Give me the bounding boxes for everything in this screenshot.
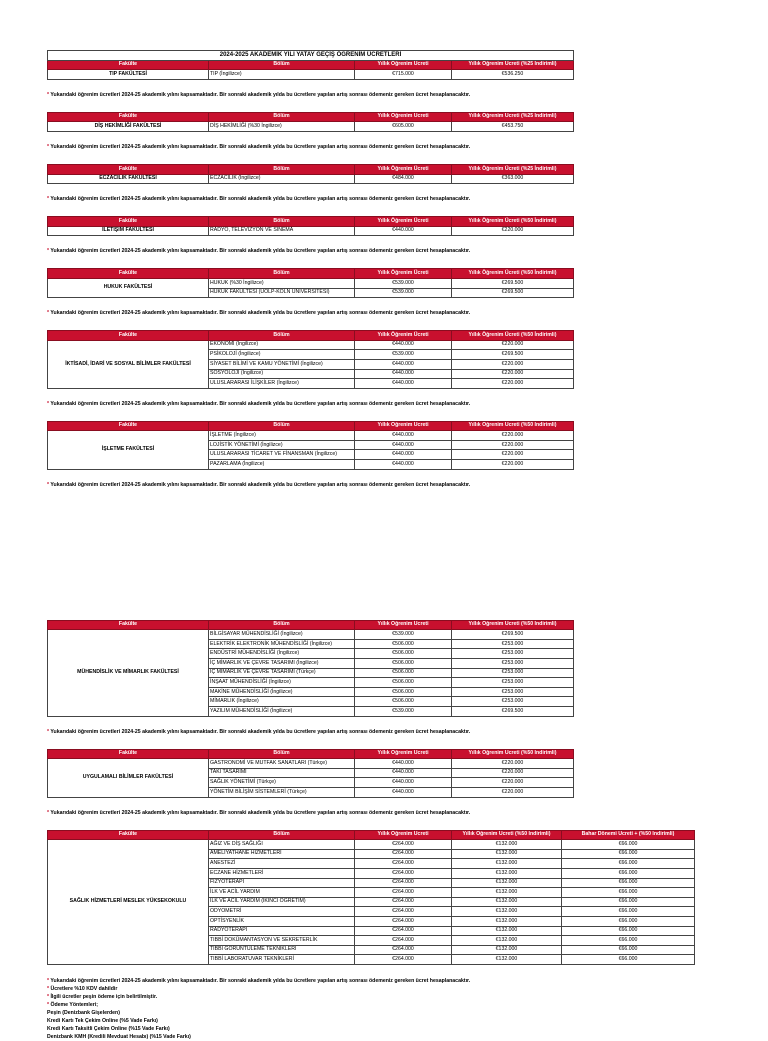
program-name: PAZARLAMA (İngilizce) bbox=[209, 460, 355, 470]
annual-fee: €264.000 bbox=[355, 955, 452, 965]
program-name: HUKUK (%30 İngilizce) bbox=[209, 278, 355, 288]
faculty-name: HUKUK FAKÜLTESİ bbox=[48, 278, 209, 297]
annual-fee: €539.000 bbox=[355, 278, 452, 288]
discounted-fee: €132.000 bbox=[452, 916, 562, 926]
header-faculty: Fakülte bbox=[48, 112, 209, 122]
header-program: Bölüm bbox=[209, 830, 355, 840]
header-row bbox=[48, 269, 574, 279]
note-text: Yukarıdaki öğrenim ücretleri 2024-25 akademik yılını kapsamaktadır. Bir sonraki akademik yılda bu ücretlere yapılan artış sonrası ödemeniz gereken ücret hesaplanacaktır. bbox=[50, 310, 471, 317]
header-discounted-fee: Yıllık Öğrenim Ücreti (%50 İndirimli) bbox=[452, 269, 574, 279]
header-discounted-fee: Yıllık Öğrenim Ücreti (%50 İndirimli) bbox=[452, 217, 574, 227]
faculty-name: DİŞ HEKİMLİĞİ FAKÜLTESİ bbox=[48, 122, 209, 132]
header-annual-fee: Yıllık Öğrenim Ücreti bbox=[355, 217, 452, 227]
annual-fee: €539.000 bbox=[355, 350, 452, 360]
header-row bbox=[48, 830, 695, 840]
spacer bbox=[47, 150, 573, 164]
annual-fee: €440.000 bbox=[355, 359, 452, 369]
header-program: Bölüm bbox=[209, 331, 355, 341]
program-name: TIBBİ GÖRÜNTÜLEME TEKNİKLERİ bbox=[209, 945, 355, 955]
annual-fee: €440.000 bbox=[355, 440, 452, 450]
discounted-fee: €453.750 bbox=[452, 122, 574, 132]
annual-fee: €506.000 bbox=[355, 639, 452, 649]
table-row bbox=[48, 226, 574, 236]
annual-fee: €264.000 bbox=[355, 849, 452, 859]
program-name: MİMARLIK (İngilizce) bbox=[209, 697, 355, 707]
header-faculty: Fakülte bbox=[48, 164, 209, 174]
discounted-fee: €220.000 bbox=[452, 226, 574, 236]
annual-fee: €539.000 bbox=[355, 288, 452, 298]
spacer bbox=[47, 735, 573, 749]
discounted-fee: €132.000 bbox=[452, 936, 562, 946]
discounted-fee: €132.000 bbox=[452, 888, 562, 898]
table-row bbox=[48, 340, 574, 350]
spring-fee: €66.000 bbox=[562, 955, 695, 965]
footer-note bbox=[47, 985, 573, 993]
spacer bbox=[47, 717, 573, 729]
spring-fee: €66.000 bbox=[562, 840, 695, 850]
faculty-name: MÜHENDİSLİK VE MİMARLIK FAKÜLTESİ bbox=[48, 630, 209, 716]
annual-fee: €539.000 bbox=[355, 707, 452, 717]
spring-fee: €66.000 bbox=[562, 916, 695, 926]
discounted-fee: €253.000 bbox=[452, 649, 574, 659]
fee-table bbox=[47, 749, 574, 798]
annual-fee: €506.000 bbox=[355, 659, 452, 669]
spacer bbox=[47, 132, 573, 144]
table-row bbox=[48, 278, 574, 288]
table-row bbox=[48, 70, 574, 80]
program-name: TIBBİ DOKÜMANTASYON VE SEKRETERLİK bbox=[209, 936, 355, 946]
header-program: Bölüm bbox=[209, 60, 355, 70]
header-annual-fee: Yıllık Öğrenim Ücreti bbox=[355, 620, 452, 630]
fee-table bbox=[47, 50, 574, 80]
discounted-fee: €253.000 bbox=[452, 668, 574, 678]
header-discounted-fee: Yıllık Öğrenim Ücreti (%25 İndirimli) bbox=[452, 112, 574, 122]
asterisk-marker: * bbox=[47, 977, 51, 984]
program-name: İNŞAAT MÜHENDİSLİĞİ (İngilizce) bbox=[209, 678, 355, 688]
annual-fee: €506.000 bbox=[355, 668, 452, 678]
annual-fee: €440.000 bbox=[355, 778, 452, 788]
spacer bbox=[47, 184, 573, 196]
header-discounted-fee: Yıllık Öğrenim Ücreti (%50 İndirimli) bbox=[452, 620, 574, 630]
footer-note-text: Kredi Kartı Taksitli Çekim Online (%15 Vade Farkı) bbox=[47, 1026, 170, 1033]
discounted-fee: €269.500 bbox=[452, 707, 574, 717]
program-name: ODYOMETRİ bbox=[209, 907, 355, 917]
program-name: YAZILIM MÜHENDİSLİĞİ (İngilizce) bbox=[209, 707, 355, 717]
header-program: Bölüm bbox=[209, 269, 355, 279]
faculty-name: UYGULAMALI BİLİMLER FAKÜLTESİ bbox=[48, 759, 209, 797]
program-name: FİZYOTERAPİ bbox=[209, 878, 355, 888]
header-faculty: Fakülte bbox=[48, 269, 209, 279]
discounted-fee: €269.500 bbox=[452, 288, 574, 298]
discounted-fee: €536.250 bbox=[452, 70, 574, 80]
spacer bbox=[47, 254, 573, 268]
annual-fee: €506.000 bbox=[355, 697, 452, 707]
discounted-fee: €220.000 bbox=[452, 768, 574, 778]
header-program: Bölüm bbox=[209, 620, 355, 630]
program-name: İÇ MİMARLIK VE ÇEVRE TASARIMI (İngilizce) bbox=[209, 659, 355, 669]
header-row bbox=[48, 217, 574, 227]
discounted-fee: €269.500 bbox=[452, 350, 574, 360]
table-row bbox=[48, 122, 574, 132]
note-text: Yukarıdaki öğrenim ücretleri 2024-25 akademik yılını kapsamaktadır. Bir sonraki akademik yılda bu ücretlere yapılan artış sonrası ödemeniz gereken ücret hesaplanacaktır. bbox=[50, 91, 471, 98]
annual-fee: €264.000 bbox=[355, 878, 452, 888]
program-name: TIBBİ LABORATUVAR TEKNİKLERİ bbox=[209, 955, 355, 965]
program-name: TIP (İngilizce) bbox=[209, 70, 355, 80]
discounted-fee: €132.000 bbox=[452, 907, 562, 917]
spring-fee: €66.000 bbox=[562, 936, 695, 946]
discounted-fee: €253.000 bbox=[452, 687, 574, 697]
asterisk-marker: * bbox=[47, 481, 51, 488]
table-row bbox=[48, 174, 574, 184]
annual-fee: €440.000 bbox=[355, 759, 452, 769]
spacer bbox=[47, 298, 573, 310]
annual-fee: €264.000 bbox=[355, 859, 452, 869]
annual-fee: €440.000 bbox=[355, 379, 452, 389]
spacer bbox=[47, 488, 573, 502]
discounted-fee: €220.000 bbox=[452, 431, 574, 441]
title-row bbox=[48, 51, 574, 61]
program-name: İÇ MİMARLIK VE ÇEVRE TASARIMI (Türkçe) bbox=[209, 668, 355, 678]
header-row bbox=[48, 749, 574, 759]
header-annual-fee: Yıllık Öğrenim Ücreti bbox=[355, 269, 452, 279]
spring-fee: €66.000 bbox=[562, 907, 695, 917]
header-discounted-fee: Yıllık Öğrenim Ücreti (%50 İndirimli) bbox=[452, 421, 574, 431]
spring-fee: €66.000 bbox=[562, 945, 695, 955]
asterisk-marker: * bbox=[47, 91, 51, 98]
faculty-name: ECZACILIK FAKÜLTESİ bbox=[48, 174, 209, 184]
annual-fee: €440.000 bbox=[355, 431, 452, 441]
annual-fee: €264.000 bbox=[355, 888, 452, 898]
annual-fee: €440.000 bbox=[355, 340, 452, 350]
footer-note-text: Ücretlere %10 KDV dahildir bbox=[50, 985, 118, 992]
program-name: ANESTEZİ bbox=[209, 859, 355, 869]
faculty-name: İKTİSADİ, İDARİ VE SOSYAL BİLİMLER FAKÜLTESİ bbox=[48, 340, 209, 388]
note-text: Yukarıdaki öğrenim ücretleri 2024-25 akademik yılını kapsamaktadır. Bir sonraki akademik yılda bu ücretlere yapılan artış sonrası ödemeniz gereken ücret hesaplanacaktır. bbox=[50, 728, 471, 735]
discounted-fee: €132.000 bbox=[452, 868, 562, 878]
annual-fee: €440.000 bbox=[355, 460, 452, 470]
footer-note-text: Yukarıdaki öğrenim ücretleri 2024-25 akademik yılını kapsamaktadır. Bir sonraki akademik yılda bu ücretlere yapılan artış sonrası ödemeniz gereken ücret hesaplanacaktır. bbox=[50, 977, 471, 984]
discounted-fee: €132.000 bbox=[452, 945, 562, 955]
header-discounted-fee: Yıllık Öğrenim Ücreti (%25 İndirimli) bbox=[452, 164, 574, 174]
program-name: MAKİNE MÜHENDİSLİĞİ (İngilizce) bbox=[209, 687, 355, 697]
spring-fee: €66.000 bbox=[562, 888, 695, 898]
spring-fee: €66.000 bbox=[562, 926, 695, 936]
spacer bbox=[47, 98, 573, 112]
annual-fee: €440.000 bbox=[355, 787, 452, 797]
program-name: OPTİSYENLİK bbox=[209, 916, 355, 926]
asterisk-marker: * bbox=[47, 985, 51, 992]
spring-fee: €66.000 bbox=[562, 897, 695, 907]
table-row bbox=[48, 630, 574, 640]
discounted-fee: €220.000 bbox=[452, 460, 574, 470]
header-annual-fee: Yıllık Öğrenim Ücreti bbox=[355, 164, 452, 174]
discounted-fee: €220.000 bbox=[452, 759, 574, 769]
asterisk-marker: * bbox=[47, 728, 51, 735]
asterisk-marker: * bbox=[47, 1002, 51, 1009]
program-name: ULUSLARARASI TİCARET VE FİNANSMAN (İngilizce) bbox=[209, 450, 355, 460]
discounted-fee: €132.000 bbox=[452, 926, 562, 936]
footer-notes bbox=[47, 977, 573, 1041]
asterisk-marker: * bbox=[47, 809, 51, 816]
program-name: LOJİSTİK YÖNETİMİ (İngilizce) bbox=[209, 440, 355, 450]
note-text: Yukarıdaki öğrenim ücretleri 2024-25 akademik yılını kapsamaktadır. Bir sonraki akademik yılda bu ücretlere yapılan artış sonrası ödemeniz gereken ücret hesaplanacaktır. bbox=[50, 143, 471, 150]
annual-fee: €506.000 bbox=[355, 678, 452, 688]
annual-fee: €264.000 bbox=[355, 945, 452, 955]
asterisk-marker: * bbox=[47, 994, 51, 1000]
program-name: ELEKTRİK ELEKTRONİK MÜHENDİSLİĞİ (İngilizce) bbox=[209, 639, 355, 649]
discounted-fee: €220.000 bbox=[452, 450, 574, 460]
annual-fee: €264.000 bbox=[355, 936, 452, 946]
table-row bbox=[48, 431, 574, 441]
header-discounted-fee: Yıllık Öğrenim Ücreti (%50 İndirimli) bbox=[452, 331, 574, 341]
discounted-fee: €220.000 bbox=[452, 379, 574, 389]
faculty-name: İLETİŞİM FAKÜLTESİ bbox=[48, 226, 209, 236]
fee-table bbox=[47, 620, 574, 717]
program-name: RADYOTERAPİ bbox=[209, 926, 355, 936]
header-row bbox=[48, 331, 574, 341]
footer-note bbox=[47, 993, 573, 1001]
footer-note-text: İlgili ücretler peşin ödeme için belirtilmiştir. bbox=[50, 994, 158, 1000]
header-annual-fee: Yıllık Öğrenim Ücreti bbox=[355, 112, 452, 122]
asterisk-marker: * bbox=[47, 310, 51, 317]
note-text: Yukarıdaki öğrenim ücretleri 2024-25 akademik yılını kapsamaktadır. Bir sonraki akademik yılda bu ücretlere yapılan artış sonrası ödemeniz gereken ücret hesaplanacaktır. bbox=[50, 248, 471, 255]
header-annual-fee: Yıllık Öğrenim Ücreti bbox=[355, 749, 452, 759]
discounted-fee: €220.000 bbox=[452, 778, 574, 788]
program-name: SAĞLIK YÖNETİMİ (Türkçe) bbox=[209, 778, 355, 788]
annual-fee: €506.000 bbox=[355, 649, 452, 659]
fee-table bbox=[47, 330, 574, 389]
spacer bbox=[47, 202, 573, 216]
footer-note bbox=[47, 1009, 573, 1017]
footer-note bbox=[47, 1033, 573, 1041]
spacer bbox=[47, 407, 573, 421]
header-row bbox=[48, 164, 574, 174]
program-name: TAKI TASARIMI bbox=[209, 768, 355, 778]
fee-document bbox=[47, 50, 675, 1041]
note-text: Yukarıdaki öğrenim ücretleri 2024-25 akademik yılını kapsamaktadır. Bir sonraki akademik yılda bu ücretlere yapılan artış sonrası ödemeniz gereken ücret hesaplanacaktır. bbox=[50, 481, 471, 488]
page-gap bbox=[47, 502, 573, 620]
spring-fee: €66.000 bbox=[562, 878, 695, 888]
header-annual-fee: Yıllık Öğrenim Ücreti bbox=[355, 331, 452, 341]
footer-note bbox=[47, 1025, 573, 1033]
spring-fee: €66.000 bbox=[562, 859, 695, 869]
discounted-fee: €220.000 bbox=[452, 369, 574, 379]
note-text: Yukarıdaki öğrenim ücretleri 2024-25 akademik yılını kapsamaktadır. Bir sonraki akademik yılda bu ücretlere yapılan artış sonrası ödemeniz gereken ücret hesaplanacaktır. bbox=[50, 809, 471, 816]
table-row bbox=[48, 840, 695, 850]
annual-fee: €440.000 bbox=[355, 768, 452, 778]
program-name: AMELİYATHANE HİZMETLERİ bbox=[209, 849, 355, 859]
annual-fee: €264.000 bbox=[355, 897, 452, 907]
header-annual-fee: Yıllık Öğrenim Ücreti bbox=[355, 421, 452, 431]
note-text: Yukarıdaki öğrenim ücretleri 2024-25 akademik yılını kapsamaktadır. Bir sonraki akademik yılda bu ücretlere yapılan artış sonrası ödemeniz gereken ücret hesaplanacaktır. bbox=[50, 196, 471, 203]
program-name: İŞLETME (İngilizce) bbox=[209, 431, 355, 441]
header-row bbox=[48, 421, 574, 431]
footer-note bbox=[47, 977, 573, 985]
program-name: İLK VE ACİL YARDIM (İKİNCİ ÖĞRETİM) bbox=[209, 897, 355, 907]
header-program: Bölüm bbox=[209, 217, 355, 227]
annual-fee: €539.000 bbox=[355, 630, 452, 640]
footer-note bbox=[47, 1017, 573, 1025]
footer-note-text: Kredi Kartı Tek Çekim Online (%5 Vade Farkı) bbox=[47, 1018, 158, 1025]
asterisk-marker: * bbox=[47, 400, 51, 407]
program-name: EKONOMİ (İngilizce) bbox=[209, 340, 355, 350]
program-name: AĞIZ VE DİŞ SAĞLIĞI bbox=[209, 840, 355, 850]
header-faculty: Fakülte bbox=[48, 620, 209, 630]
header-program: Bölüm bbox=[209, 164, 355, 174]
annual-fee: €264.000 bbox=[355, 840, 452, 850]
header-program: Bölüm bbox=[209, 112, 355, 122]
header-faculty: Fakülte bbox=[48, 331, 209, 341]
fee-table bbox=[47, 268, 574, 298]
discounted-fee: €220.000 bbox=[452, 787, 574, 797]
spacer bbox=[47, 316, 573, 330]
faculty-name: SAĞLIK HİZMETLERİ MESLEK YÜKSEKOKULU bbox=[48, 840, 209, 965]
annual-fee: €264.000 bbox=[355, 916, 452, 926]
faculty-name: İŞLETME FAKÜLTESİ bbox=[48, 431, 209, 469]
discounted-fee: €132.000 bbox=[452, 859, 562, 869]
asterisk-marker: * bbox=[47, 248, 51, 255]
header-faculty: Fakülte bbox=[48, 421, 209, 431]
program-name: SİYASET BİLİMİ VE KAMU YÖNETİMİ (İngilizce) bbox=[209, 359, 355, 369]
discounted-fee: €269.500 bbox=[452, 278, 574, 288]
header-faculty: Fakülte bbox=[48, 749, 209, 759]
discounted-fee: €132.000 bbox=[452, 955, 562, 965]
program-name: RADYO, TELEVİZYON VE SİNEMA bbox=[209, 226, 355, 236]
fee-table bbox=[47, 830, 695, 965]
annual-fee: €440.000 bbox=[355, 450, 452, 460]
document-title: 2024-2025 AKADEMİK YILI YATAY GEÇİŞ ÖĞRENİM ÜCRETLERİ bbox=[48, 51, 574, 61]
note-text: Yukarıdaki öğrenim ücretleri 2024-25 akademik yılını kapsamaktadır. Bir sonraki akademik yılda bu ücretlere yapılan artış sonrası ödemeniz gereken ücret hesaplanacaktır. bbox=[50, 400, 471, 407]
spacer bbox=[47, 965, 573, 977]
program-name: SOSYOLOJİ (İngilizce) bbox=[209, 369, 355, 379]
program-name: YÖNETİM BİLİŞİM SİSTEMLERİ (Türkçe) bbox=[209, 787, 355, 797]
header-row bbox=[48, 620, 574, 630]
header-program: Bölüm bbox=[209, 749, 355, 759]
fee-table bbox=[47, 112, 574, 132]
discounted-fee: €220.000 bbox=[452, 359, 574, 369]
annual-fee: €264.000 bbox=[355, 868, 452, 878]
annual-fee: €605.000 bbox=[355, 122, 452, 132]
discounted-fee: €269.500 bbox=[452, 630, 574, 640]
footer-note-text: Peşin (Denizbank Gişelerden) bbox=[47, 1010, 120, 1017]
spacer bbox=[47, 816, 573, 830]
annual-fee: €440.000 bbox=[355, 369, 452, 379]
header-program: Bölüm bbox=[209, 421, 355, 431]
discounted-fee: €220.000 bbox=[452, 340, 574, 350]
discounted-fee: €253.000 bbox=[452, 697, 574, 707]
program-name: ENDÜSTRİ MÜHENDİSLİĞİ (İngilizce) bbox=[209, 649, 355, 659]
footer-note-text: Ödeme Yöntemleri; bbox=[50, 1002, 98, 1009]
spacer bbox=[47, 236, 573, 248]
fee-table bbox=[47, 216, 574, 236]
fee-table bbox=[47, 421, 574, 470]
discounted-fee: €132.000 bbox=[452, 897, 562, 907]
fee-table bbox=[47, 164, 574, 184]
annual-fee: €264.000 bbox=[355, 907, 452, 917]
header-annual-fee: Yıllık Öğrenim Ücreti bbox=[355, 60, 452, 70]
header-row bbox=[48, 112, 574, 122]
spacer bbox=[47, 389, 573, 401]
header-spring-fee: Bahar Dönemi Ücreti + (%50 İndirimli) bbox=[562, 830, 695, 840]
program-name: BİLGİSAYAR MÜHENDİSLİĞİ (İngilizce) bbox=[209, 630, 355, 640]
program-name: PSİKOLOJİ (İngilizce) bbox=[209, 350, 355, 360]
header-faculty: Fakülte bbox=[48, 60, 209, 70]
discounted-fee: €132.000 bbox=[452, 840, 562, 850]
spring-fee: €66.000 bbox=[562, 868, 695, 878]
footer-note bbox=[47, 1001, 573, 1009]
program-name: DİŞ HEKİMLİĞİ (%30 İngilizce) bbox=[209, 122, 355, 132]
annual-fee: €264.000 bbox=[355, 926, 452, 936]
asterisk-marker: * bbox=[47, 143, 51, 150]
program-name: ULUSLARARASI İLİŞKİLER (İngilizce) bbox=[209, 379, 355, 389]
discounted-fee: €132.000 bbox=[452, 849, 562, 859]
program-name: ECZANE HİZMETLERİ bbox=[209, 868, 355, 878]
spacer bbox=[47, 798, 573, 810]
header-faculty: Fakülte bbox=[48, 217, 209, 227]
header-discounted-fee: Yıllık Öğrenim Ücreti (%50 İndirimli) bbox=[452, 749, 574, 759]
faculty-name: TIP FAKÜLTESİ bbox=[48, 70, 209, 80]
table-row bbox=[48, 759, 574, 769]
discounted-fee: €363.000 bbox=[452, 174, 574, 184]
program-name: İLK VE ACİL YARDIM bbox=[209, 888, 355, 898]
program-name: GASTRONOMİ VE MUTFAK SANATLARI (Türkçe) bbox=[209, 759, 355, 769]
annual-fee: €506.000 bbox=[355, 687, 452, 697]
asterisk-marker: * bbox=[47, 196, 51, 203]
header-annual-fee: Yıllık Öğrenim Ücreti bbox=[355, 830, 452, 840]
discounted-fee: €220.000 bbox=[452, 440, 574, 450]
discounted-fee: €253.000 bbox=[452, 659, 574, 669]
annual-fee: €440.000 bbox=[355, 226, 452, 236]
header-row bbox=[48, 60, 574, 70]
header-discounted-fee: Yıllık Öğrenim Ücreti (%25 İndirimli) bbox=[452, 60, 574, 70]
footer-note-text: Denizbank KMH (Kredili Mevduat Hesabı) (%15 Vade Farkı) bbox=[47, 1034, 191, 1041]
spacer bbox=[47, 80, 573, 92]
spacer bbox=[47, 470, 573, 482]
spring-fee: €66.000 bbox=[562, 849, 695, 859]
header-discounted-fee: Yıllık Öğrenim Ücreti (%50 İndirimli) bbox=[452, 830, 562, 840]
program-name: HUKUK FAKÜLTESİ (UOLP-KÖLN ÜNİVERSİTESİ) bbox=[209, 288, 355, 298]
annual-fee: €484.000 bbox=[355, 174, 452, 184]
discounted-fee: €253.000 bbox=[452, 639, 574, 649]
program-name: ECZACILIK (İngilizce) bbox=[209, 174, 355, 184]
discounted-fee: €132.000 bbox=[452, 878, 562, 888]
discounted-fee: €253.000 bbox=[452, 678, 574, 688]
header-faculty: Fakülte bbox=[48, 830, 209, 840]
annual-fee: €715.000 bbox=[355, 70, 452, 80]
